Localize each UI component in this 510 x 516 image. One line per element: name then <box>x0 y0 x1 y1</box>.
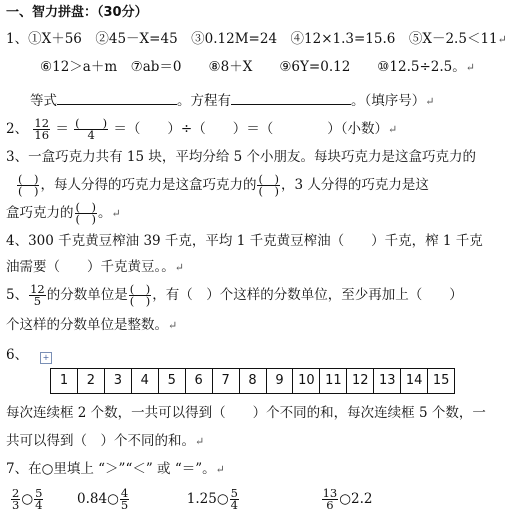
q3-line1: 3、一盒巧克力共有 15 块，平均分给 5 个小朋友。每块巧克力是这盒巧克力的 <box>6 149 477 165</box>
q3-blank-fraction-2[interactable]: $\frac{( )}{( )}$ <box>258 172 279 198</box>
number-box[interactable]: 12 <box>347 369 374 393</box>
number-box[interactable]: 5 <box>159 369 186 393</box>
number-box[interactable]: 7 <box>213 369 240 393</box>
q3-blank-fraction-1[interactable]: $\frac{( )}{( )}$ <box>18 172 39 198</box>
number-box[interactable]: 6 <box>186 369 213 393</box>
q3-line2: $\frac{( )}{( )}$ ，每人分得的巧克力是这盒巧克力的 $\frac{( )}{( )}$ ，3 人分得的巧克力是这 <box>18 172 429 198</box>
number-box[interactable]: 9 <box>267 369 294 393</box>
q2-fraction: $\frac{12}{16}$ <box>34 116 50 142</box>
compare-circle[interactable]: ○ <box>216 491 229 507</box>
q2-line: 2、 $\frac{12}{16}$ ＝ $\frac{( )}{4}$ ＝（ ）÷（ ）＝（ ）（小数）↵ <box>6 116 398 142</box>
compare-circle[interactable]: ○ <box>107 491 119 507</box>
q7-item-1: $\frac{2}{3}$ ○ $\frac{5}{4}$ <box>12 486 43 512</box>
number-boxes <box>50 368 455 394</box>
number-box[interactable]: 2 <box>78 369 105 393</box>
q1-row3: 等式 。方程有 。（填序号）↵ <box>30 90 434 111</box>
q7-item-2: 0.84○ $\frac{4}{5}$ <box>77 486 129 512</box>
q6-num: 6、 <box>6 347 29 363</box>
number-box[interactable]: 13 <box>374 369 401 393</box>
q4-line1: 4、300 千克黄豆榨油 39 千克，平均 1 千克黄豆榨油（ ）千克，榨 1 千克 <box>6 233 483 249</box>
table-anchor-icon[interactable]: + <box>40 352 52 364</box>
q1-row1: 1、①X＋56 ②45－X=45 ③0.12M=24 ④12×1.3=15.6 ⑤X－2.5＜11↵ <box>6 31 507 47</box>
number-box[interactable]: 8 <box>240 369 267 393</box>
number-box[interactable]: 10 <box>293 369 320 393</box>
q5-line1: 5、 $\frac{12}{5}$ 的分数单位是 $\frac{( )}{( )}$ ，有（ ）个这样的分数单位，至少再加上（ ） <box>6 282 463 308</box>
number-box[interactable]: 15 <box>432 373 450 388</box>
number-box[interactable]: 11 <box>320 369 347 393</box>
q7-item-4: $\frac{13}{6}$ ○2.2 <box>322 486 373 512</box>
q6-line1: 每次连续框 2 个数，一共可以得到（ ）个不同的和，每次连续框 5 个数，一 <box>6 405 486 421</box>
q7-item-3: 1.25○ $\frac{5}{4}$ <box>186 486 238 512</box>
q5-blank-fraction[interactable]: $\frac{( )}{( )}$ <box>129 282 151 308</box>
q5-fraction: $\frac{12}{5}$ <box>30 282 45 308</box>
q7-items <box>10 484 372 514</box>
number-box[interactable]: 4 <box>132 369 159 393</box>
compare-circle[interactable]: ○ <box>21 491 34 507</box>
q7-prompt: 7、在○里填上 “＞”“＜” 或 “＝”。↵ <box>6 461 225 477</box>
compare-circle[interactable]: ○ <box>339 491 351 507</box>
q2-blank-fraction[interactable]: $\frac{( )}{4}$ <box>75 116 108 142</box>
section-title: 一、智力拼盘：（30分） <box>6 5 148 20</box>
q4-line2: 油需要（ ）千克黄豆。。↵ <box>6 259 184 275</box>
equation-answer-blank[interactable] <box>57 90 177 105</box>
q3-blank-fraction-3[interactable]: $\frac{( )}{( )}$ <box>75 200 96 226</box>
q1-row2: ⑥12＞a＋m ⑦ab＝0 ⑧8＋X ⑨6Y=0.12 ⑩12.5÷2.5。↵ <box>40 59 475 75</box>
q3-line3: 盒巧克力的 $\frac{( )}{( )}$ 。↵ <box>6 200 121 226</box>
number-box[interactable]: 1 <box>51 369 78 393</box>
q6-line2: 共可以得到（ ）个不同的和。↵ <box>6 433 205 449</box>
q5-line2: 个这样的分数单位是整数。↵ <box>6 317 178 333</box>
formula-answer-blank[interactable] <box>231 90 351 105</box>
number-box[interactable]: 14 <box>401 369 428 393</box>
number-box[interactable]: 3 <box>105 369 132 393</box>
